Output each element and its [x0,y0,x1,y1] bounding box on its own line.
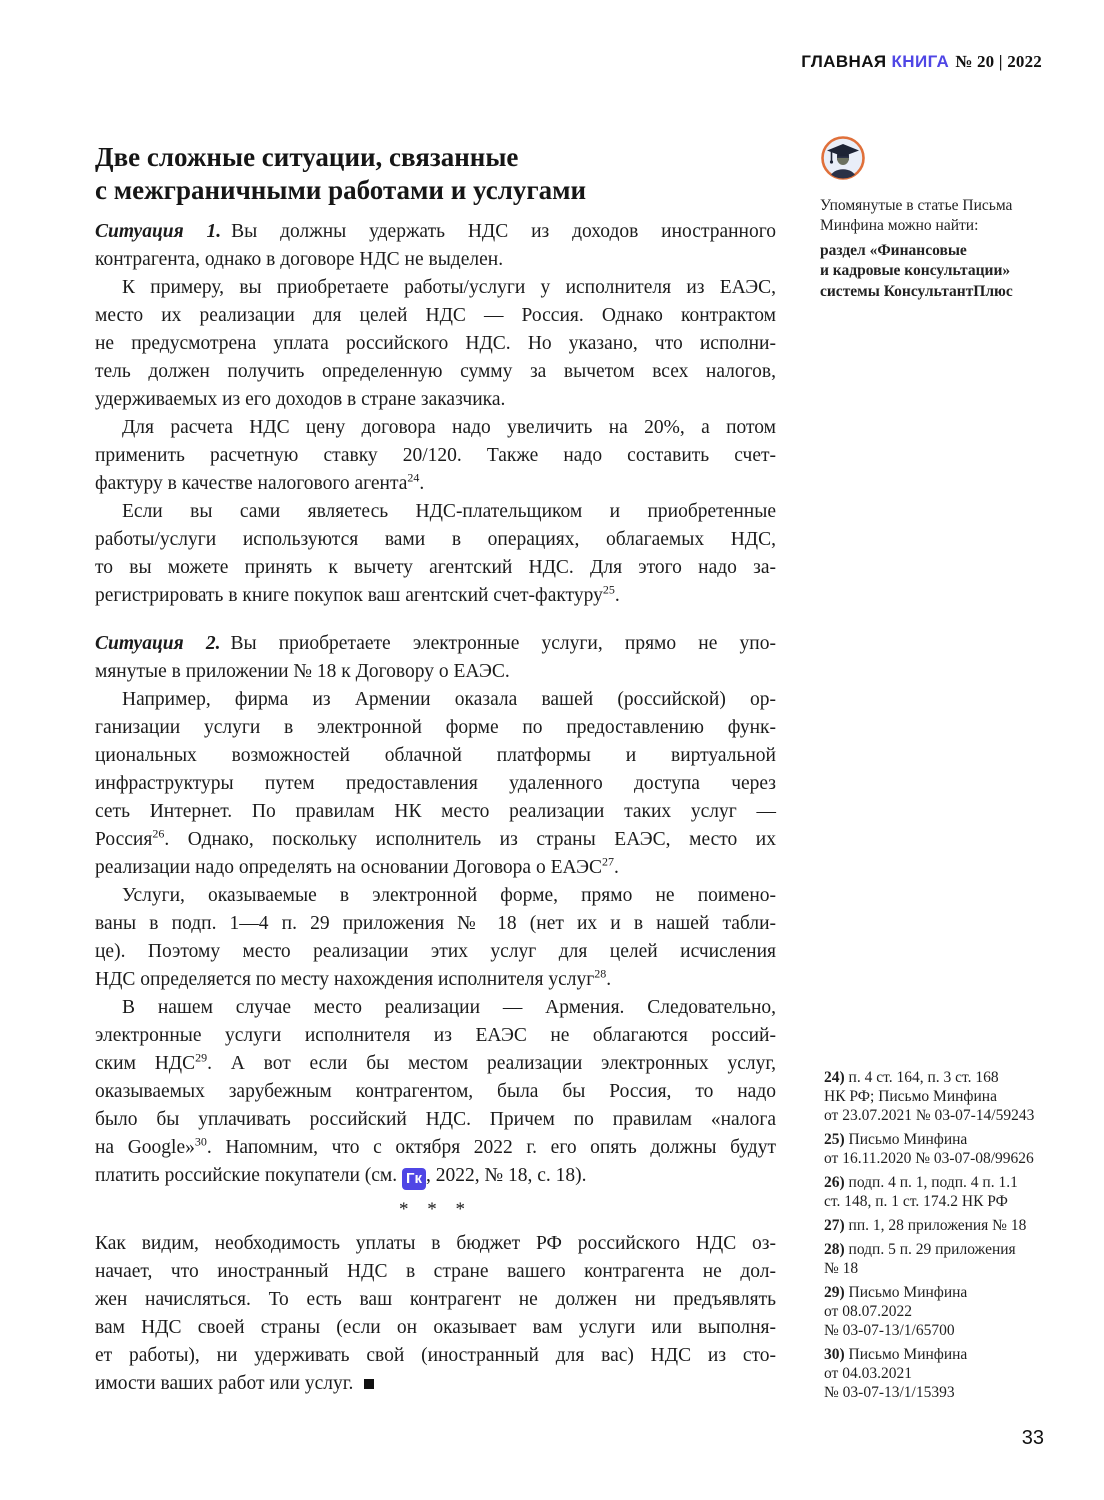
note-bold-line: и кадровые консультации» [820,262,1011,279]
footnote [824,1283,1060,1340]
article-column [95,141,776,1398]
footnote-line: от 08.07.2022 [824,1303,912,1320]
footnote-line: 29) Письмо Минфина [824,1284,968,1301]
note-text [820,196,1048,237]
text-line: работы/услуги используются вами в операциях, облагаемых НДС, [95,529,776,550]
text-line: применить расчетную ставку 20/120. Также надо составить счет- [95,445,776,466]
text-line: Как видим, необходимость уплаты в бюджет РФ российского НДС оз- [95,1233,776,1254]
footnote [824,1240,1060,1278]
footnote-line: 28) подп. 5 п. 29 приложения [824,1241,1016,1258]
text-line: мянутые в приложении № 18 к Договору о ЕАЭС. [95,661,510,682]
page-header [801,52,1042,72]
brand-name-accent: КНИГА [891,52,950,71]
footnote-number: 26) [824,1174,845,1191]
text-line: ваны в подп. 1—4 п. 29 приложения № 18 (нет их и в нашей табли- [95,913,776,934]
text-line: оказываемых зарубежным контрагентом, была бы Россия, то надо [95,1081,776,1102]
text-line: тель должен получить определенную сумму за вычетом всех налогов, [95,361,776,382]
article-end-mark [364,1379,374,1389]
text-line: ским НДС$^{29}$. А вот если бы местом реализации электронных услуг, [95,1050,776,1074]
footnote-line: 24) п. 4 ст. 164, п. 3 ст. 168 [824,1069,999,1086]
text-line: ганизации услуги в электронной форме по предоставлению функ- [95,717,776,738]
paragraph [95,218,776,274]
text-line: це). Поэтому место реализации этих услуг для целей исчисления [95,941,776,962]
footnote-number: 24) [824,1069,845,1086]
footnote-line: от 04.03.2021 [824,1365,912,1382]
footnote-line: № 03-07-13/1/15393 [824,1384,955,1401]
paragraph [95,274,776,414]
text-line: циональных возможностей облачной платформы и виртуальной [95,745,776,766]
footnote-line: 25) Письмо Минфина [824,1131,968,1148]
text-line: сеть Интернет. По правилам НК место реализации таких услуг — [95,801,776,822]
title-line: Две сложные ситуации, связанные [95,142,519,172]
footnote-line: ст. 148, п. 1 ст. 174.2 НК РФ [824,1193,1008,1210]
footnote-number: 30) [824,1346,845,1363]
footnote-ref: 26 [152,826,165,841]
brand-name-main: ГЛАВНАЯ [801,52,887,71]
footnotes-column [824,1068,1060,1407]
title-line: с межграничными работами и услугами [95,175,587,205]
text-line: Ситуация 2. Вы приобретаете электронные услуги, прямо не упо- [95,633,776,654]
article-title [95,141,776,207]
text-line: на Google»$^{30}$. Напомним, что с октября 2022 г. его опять должны будут [95,1134,777,1158]
note-line: Упомянутые в статье Письма [820,196,1013,214]
text-line: Например, фирма из Армении оказала вашей (российской) ор- [122,689,776,710]
text-line: реализации надо определять на основании Договора о ЕАЭС$^{27}$. [95,854,619,878]
footnote-number: 25) [824,1131,845,1148]
text-line: НДС определяется по месту нахождения исполнителя услуг$^{28}$. [95,966,612,990]
scholar-icon [820,135,1048,188]
note-line: Минфина можно найти: [820,217,979,234]
text-line: ет работы), ни удерживать свой (иностранный для вас) НДС из сто- [95,1345,776,1366]
footnote-number: 29) [824,1284,845,1301]
footnote-ref: 29 [195,1050,208,1065]
text-line: Россия$^{26}$. Однако, поскольку исполнитель из страны ЕАЭС, место их [95,826,776,850]
issue-number: № 20 | 2022 [955,52,1042,71]
text-line: Ситуация 1. Вы должны удержать НДС из доходов иностранного [95,221,776,242]
text-line: инфраструктуры путем предоставления удаленного доступа через [95,773,776,794]
text-line: было бы уплачивать российский НДС. Причем по правилам «налога [95,1109,776,1130]
text-line: вам НДС своей страны (если он оказывает вам услуги или выполня- [95,1317,776,1338]
text-line: Для расчета НДС цену договора надо увеличить на 20%, а потом [122,417,776,438]
footnote-ref: 27 [601,854,614,869]
footnote [824,1068,1060,1125]
footnote [824,1173,1060,1211]
gk-logo-badge: Гк [402,1168,426,1190]
note-bold-line: системы КонсультантПлюс [820,282,1013,300]
text-line: начает, что иностранный НДС в стране вашего контрагента не дол- [95,1261,776,1282]
sidebar-note [820,135,1048,302]
footnote-number: 27) [824,1217,845,1234]
text-line: имости ваших работ или услуг. [95,1370,776,1398]
text-line: К примеру, вы приобретаете работы/услуги у исполнителя из ЕАЭС, [122,277,776,298]
footnote-ref: 28 [594,966,607,981]
text-line: удерживаемых из его доходов в стране заказчика. [95,389,506,410]
note-reference-bold [820,241,1048,303]
footnote-line: 26) подп. 4 п. 1, подп. 4 п. 1.1 [824,1174,1018,1191]
text-line: жен начисляться. То есть ваш контрагент не должен ни предъявлять [95,1289,776,1310]
text-line: Услуги, оказываемые в электронной форме, прямо не поимено- [122,885,776,906]
text-line: платить российские покупатели (см. Гк , 2022, № 18, с. 18). [95,1162,776,1190]
text-line: В нашем случае место реализации — Армения. Следовательно, [122,997,776,1018]
footnote-line: № 03-07-13/1/65700 [824,1322,955,1339]
situation-lead: Ситуация 1. [95,221,222,242]
footnote [824,1216,1060,1235]
paragraph [95,882,776,994]
section-separator: * * * [399,1199,472,1220]
footnote-ref: 30 [194,1134,207,1149]
footnote-line: от 16.11.2020 № 03-07-08/99626 [824,1150,1034,1167]
article-body [95,218,776,1398]
paragraph [95,414,776,498]
footnote-number: 28) [824,1241,845,1258]
paragraph [95,1230,776,1398]
text-line: место их реализации для целей НДС — Россия. Однако контрактом [95,305,776,326]
footnote [824,1345,1060,1402]
footnote-line: 27) пп. 1, 28 приложения № 18 [824,1217,1027,1234]
text-line: регистрировать в книге покупок ваш агентский счет-фактуру$^{25}$. [95,582,620,606]
footnote-ref: 24 [407,470,420,485]
text-line: контрагента, однако в договоре НДС не выделен. [95,249,504,270]
footnote-line: № 18 [824,1260,859,1277]
footnote-ref: 25 [602,582,615,597]
footnote-line: 30) Письмо Минфина [824,1346,968,1363]
footnote-line: от 23.07.2021 № 03-07-14/59243 [824,1107,1035,1124]
paragraph [95,994,776,1190]
paragraph [95,498,776,610]
footnote-line: НК РФ; Письмо Минфина [824,1088,997,1105]
note-bold-line: раздел «Финансовые [820,241,967,259]
situation-lead: Ситуация 2. [95,633,221,654]
page-number: 33 [1021,1427,1044,1449]
paragraph [95,686,776,882]
text-line: электронные услуги исполнителя из ЕАЭС не облагаются россий- [95,1025,776,1046]
text-line: не предусмотрена уплата российского НДС. Но указано, что исполни- [95,333,776,354]
text-line: Если вы сами являетесь НДС-плательщиком и приобретенные [122,501,776,522]
footnote [824,1130,1060,1168]
text-line: то вы можете принять к вычету агентский НДС. Для этого надо за- [95,557,776,578]
text-line: фактуру в качестве налогового агента$^{24}$. [95,470,425,494]
paragraph [95,630,776,686]
